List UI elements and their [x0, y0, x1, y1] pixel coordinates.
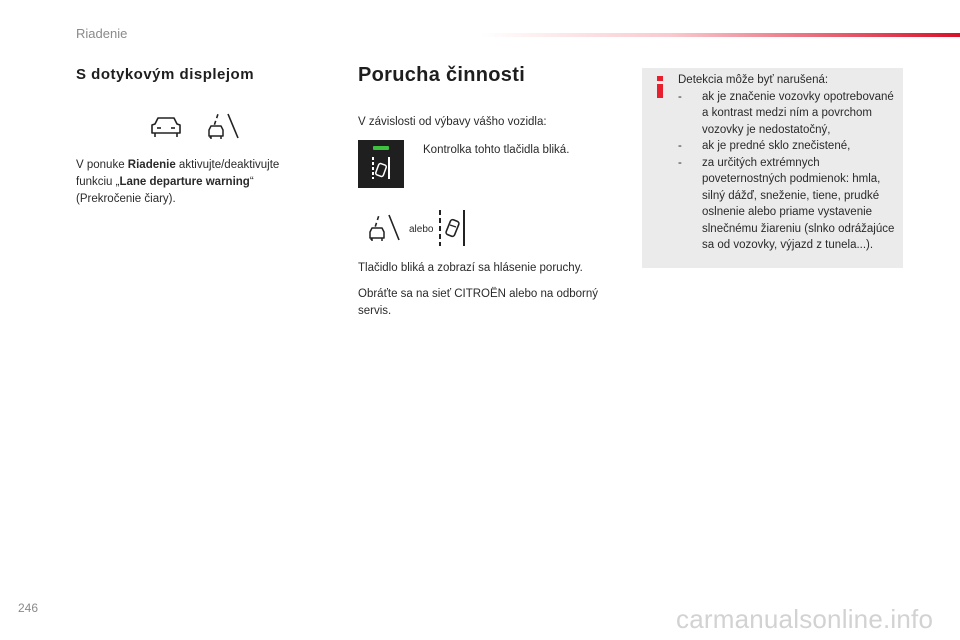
menu-name: Riadenie — [127, 159, 176, 171]
section-title: Riadenie — [76, 26, 128, 41]
lane-departure-icon-small — [366, 212, 402, 242]
bullet-dash: - — [678, 140, 682, 152]
flash-text: Tlačidlo bliká a zobrazí sa hlásenie poruchy. — [358, 262, 583, 274]
control-description: Kontrolka tohto tlačidla bliká. — [423, 144, 570, 156]
list-item — [678, 89, 900, 139]
lane-button-icon — [358, 140, 404, 188]
info-title: Detekcia môže byť narušená: — [678, 74, 829, 86]
lane-keep-icon — [436, 208, 468, 248]
page-number: 246 — [18, 601, 39, 615]
header-accent-line — [480, 33, 960, 37]
desc-text-3: “ (Prekročenie čiary). — [76, 176, 254, 205]
list-item-text: ak je predné sklo znečistené, — [702, 140, 851, 152]
left-description — [76, 157, 306, 208]
lane-departure-icon — [205, 112, 241, 140]
info-list — [678, 89, 900, 254]
list-item — [678, 138, 900, 155]
intro-text: V závislosti od výbavy vášho vozidla: — [358, 116, 547, 128]
list-item-text: ak je značenie vozovky opotrebované a kontrast medzi ním a povrchom vozovky je nedostatočný, — [702, 90, 894, 136]
car-front-icon — [149, 116, 183, 138]
contact-text: Obráťte sa na sieť CITROËN alebo na odborný servis. — [358, 288, 599, 317]
or-label: alebo — [409, 224, 434, 235]
info-text — [678, 72, 900, 254]
bullet-dash: - — [678, 156, 682, 169]
desc-text-2: aktivujte/deaktivujte funkciu „ — [76, 159, 280, 188]
info-icon — [652, 76, 668, 98]
desc-text-1: V ponuke — [76, 159, 128, 171]
watermark: carmanualsonline.info — [676, 604, 934, 634]
list-item-text: za určitých extrémnych poveternostných podmienok: hmla, silný dážď, sneženie, tiene, prudké oslnenie alebo priame vystavenie slnečnému žiareniu (slnko odrážajúce sa od vozovky, výjazd z tunela...). — [702, 156, 895, 251]
bullet-dash: - — [678, 90, 682, 103]
middle-heading: Porucha činnosti — [358, 64, 526, 86]
list-item — [678, 155, 900, 254]
left-heading: S dotykovým displejom — [76, 66, 255, 83]
function-name: Lane departure warning — [119, 176, 250, 188]
